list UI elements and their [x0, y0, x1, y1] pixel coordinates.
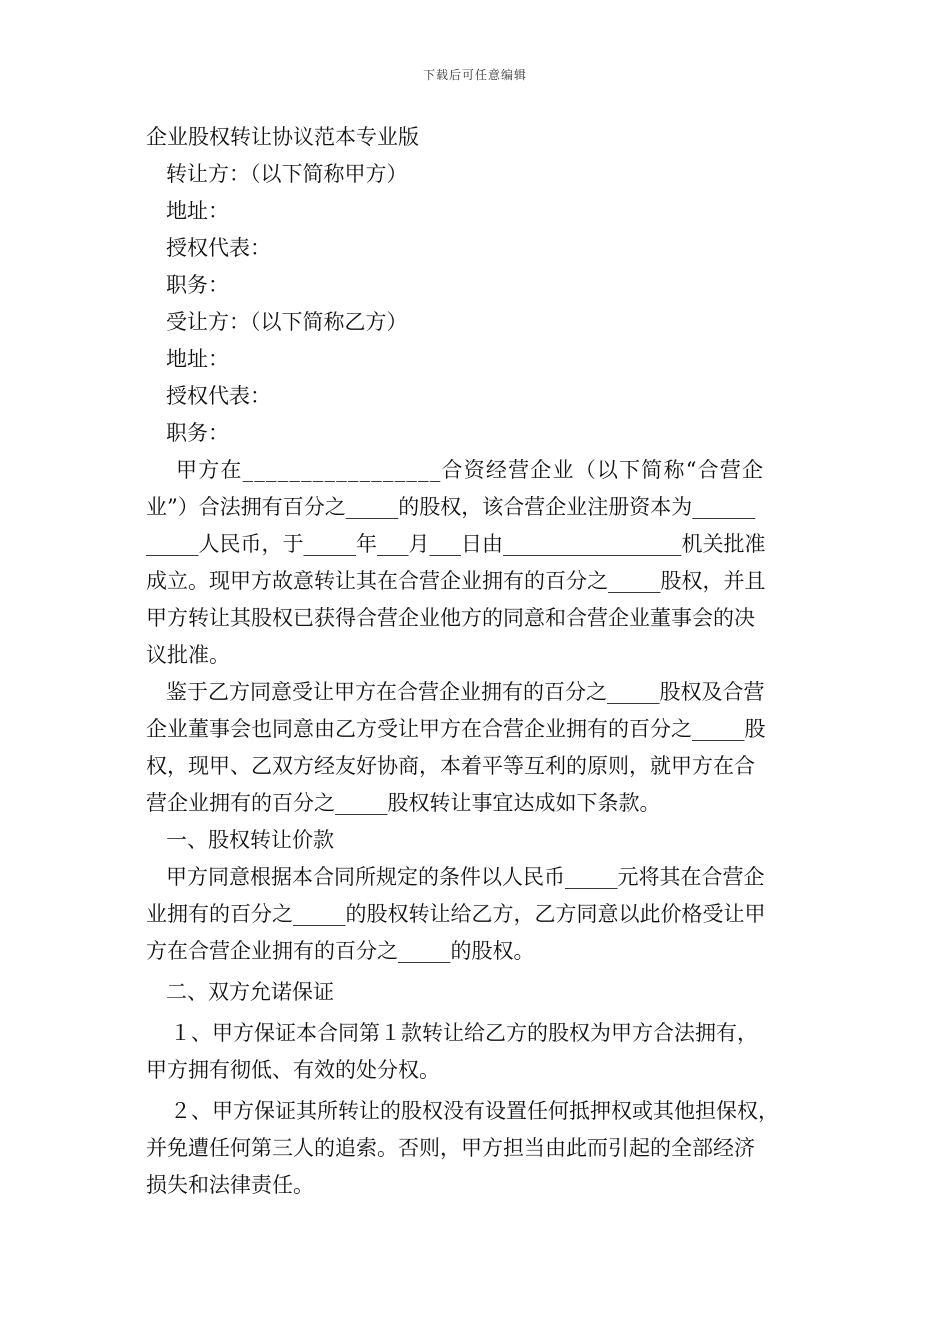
document-body: [146, 119, 816, 1204]
paragraph-line: 业拥有的百分之_____的股权转让给乙方，乙方同意以此价格受让甲: [146, 902, 766, 926]
paragraph-line: 议批准。: [146, 643, 230, 667]
paragraph-line: 并免遭任何第三人的追索。否则，甲方担当由此而引起的全部经济: [146, 1136, 755, 1160]
header-note: 下载后可任意编辑: [422, 68, 527, 82]
transferor-representative: 授权代表：: [166, 236, 271, 260]
paragraph-line: 方在合营企业拥有的百分之_____的股权。: [146, 939, 535, 963]
paragraph-line: 甲方转让其股权已获得合营企业他方的同意和合营企业董事会的决: [146, 606, 755, 630]
transferor-address: 地址：: [166, 199, 229, 223]
paragraph-line: 鉴于乙方同意受让甲方在合营企业拥有的百分之_____股权及合营: [166, 680, 765, 704]
paragraph-line: １、甲方保证本合同第１款转让给乙方的股权为甲方合法拥有，: [170, 1021, 758, 1045]
transferor-label: 转让方：（以下简称甲方）: [166, 162, 408, 186]
paragraph-line: 营企业拥有的百分之_____股权转让事宜达成如下条款。: [146, 791, 661, 815]
paragraph-line: 成立。现甲方故意转让其在合营企业拥有的百分之_____股权，并且: [146, 569, 766, 593]
section-title-price: 一、股权转让价款: [166, 828, 334, 852]
paragraph-line: 权，现甲、乙双方经友好协商，本着平等互利的原则，就甲方在合: [146, 754, 755, 778]
document-title: 企业股权转让协议范本专业版: [146, 125, 419, 149]
paragraph-line: 甲方拥有彻低、有效的处分权。: [146, 1058, 440, 1082]
transferee-label: 受让方：（以下简称乙方）: [166, 310, 408, 334]
transferee-representative: 授权代表：: [166, 384, 271, 408]
paragraph-line: 业”）合法拥有百分之_____的股权，该合营企业注册资本为______: [146, 495, 756, 519]
transferee-position: 职务：: [166, 421, 229, 445]
paragraph-line: _____人民币，于_____年___月___日由_________________机关批准: [146, 532, 766, 556]
transferee-address: 地址：: [166, 347, 229, 371]
paragraph-line: ２、甲方保证其所转让的股权没有设置任何抵押权或其他担保权，: [170, 1099, 779, 1123]
paragraph-line: 甲方在_________________合资经营企业（以下简称“合营企: [176, 458, 765, 482]
transferor-position: 职务：: [166, 273, 229, 297]
paragraph-line: 损失和法律责任。: [146, 1173, 314, 1197]
section-title-warranty: 二、双方允诺保证: [166, 980, 334, 1004]
paragraph-line: 甲方同意根据本合同所规定的条件以人民币_____元将其在合营企: [166, 865, 765, 889]
paragraph-line: 企业董事会也同意由乙方受让甲方在合营企业拥有的百分之_____股: [146, 717, 766, 741]
